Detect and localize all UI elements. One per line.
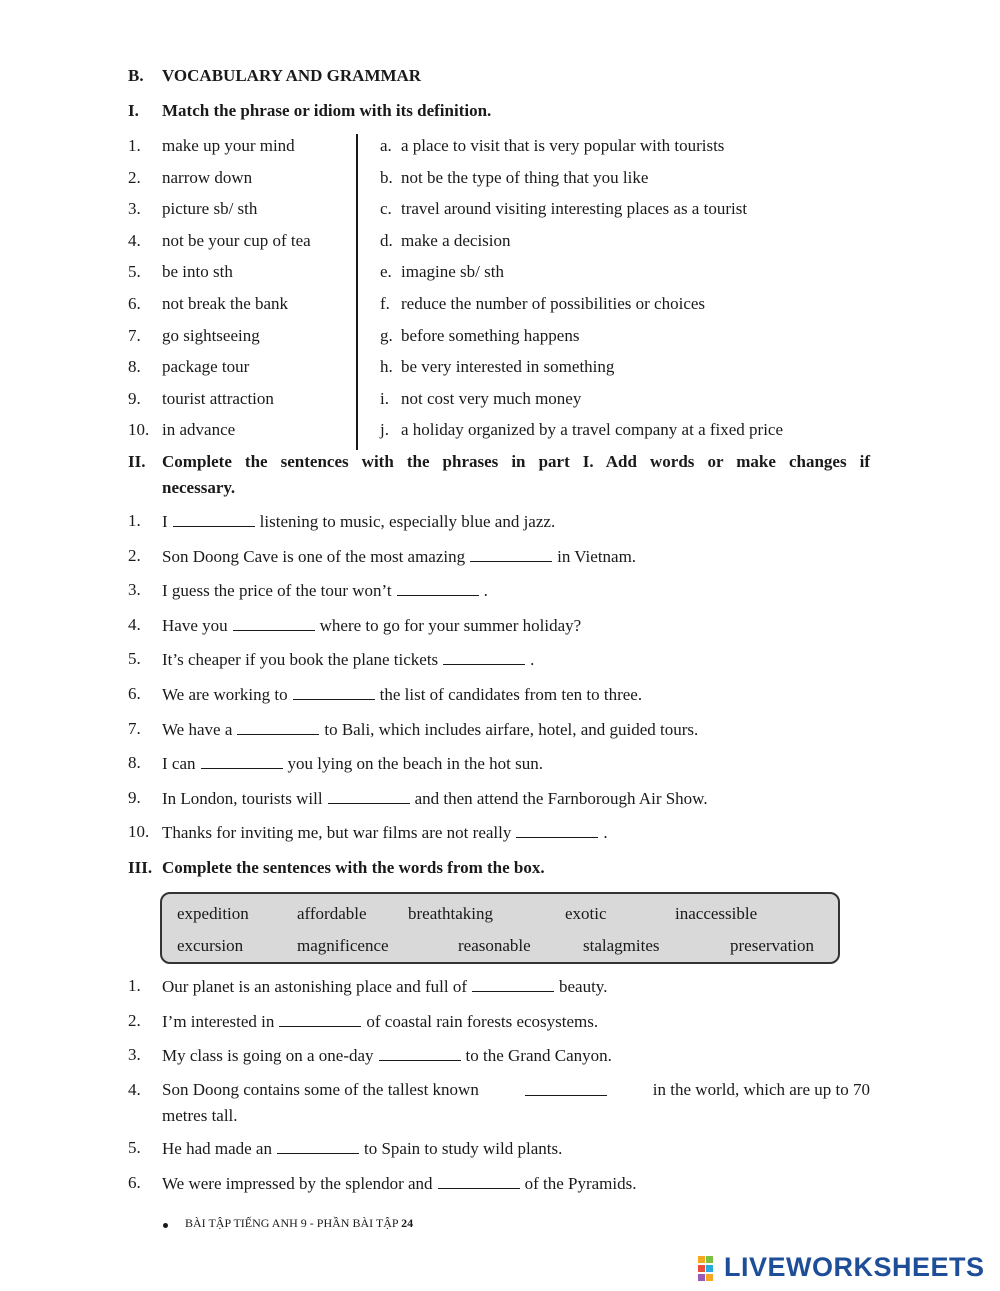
answer-blank[interactable] xyxy=(328,788,410,804)
definition-text: a place to visit that is very popular with tourists xyxy=(401,136,725,155)
sentence-text-after: to the Grand Canyon. xyxy=(465,1046,612,1066)
answer-blank[interactable] xyxy=(472,976,554,992)
sentence-number: 4. xyxy=(128,1079,141,1099)
footer-text xyxy=(185,1216,413,1231)
definition-letter: g. xyxy=(380,325,393,345)
sentence-number: 5. xyxy=(128,1138,141,1158)
liveworksheets-logo[interactable]: LIVEWORKSHEETS xyxy=(724,1252,985,1282)
word-reasonable: reasonable xyxy=(458,936,531,955)
phrase-number: 9. xyxy=(128,388,141,408)
phrase-number: 6. xyxy=(128,294,141,313)
word-inaccessible: inaccessible xyxy=(675,904,758,923)
definition-text: be very interested in something xyxy=(401,357,615,377)
section-b-title: VOCABULARY AND GRAMMAR xyxy=(162,66,422,85)
sentence-number: 1. xyxy=(128,976,141,995)
sentence-line xyxy=(162,1045,612,1066)
part2-title-line2: necessary. xyxy=(162,478,236,497)
matching-divider xyxy=(356,134,358,450)
phrase-text: be into sth xyxy=(162,262,233,282)
sentence-text-after: in Vietnam. xyxy=(557,546,637,566)
footer-bullet xyxy=(163,1223,168,1228)
definition-text: make a decision xyxy=(401,230,511,250)
definition-letter: f. xyxy=(380,294,390,313)
sentence-number: 8. xyxy=(128,753,141,773)
phrase-text: not break the bank xyxy=(162,294,289,313)
sentence-text-after: beauty. xyxy=(558,977,608,996)
phrase-number: 8. xyxy=(128,357,141,377)
answer-blank[interactable] xyxy=(438,1173,520,1189)
phrase-number: 3. xyxy=(128,199,141,219)
sentence-line xyxy=(162,546,636,567)
sentence-text-before: Son Doong Cave is one of the most amazing xyxy=(162,546,466,566)
sentence-text-before: He had made an xyxy=(162,1139,272,1159)
word-exotic: exotic xyxy=(565,904,607,923)
sentence-number: 9. xyxy=(128,787,141,807)
sentence-number: 2. xyxy=(128,1010,141,1030)
sentence-text-after: to Bali, which includes airfare, hotel, and guided tours. xyxy=(324,719,699,739)
sentence-line xyxy=(162,753,543,774)
sentence-text-after: . xyxy=(530,650,535,670)
sentence-text-after: of coastal rain forests ecosystems. xyxy=(366,1011,599,1031)
sentence-line xyxy=(162,1080,870,1100)
sentence-number: 3. xyxy=(128,1045,141,1065)
sentence-text-before: I xyxy=(162,512,168,531)
sentence-continuation: metres tall. xyxy=(162,1105,238,1125)
sentence-number: 3. xyxy=(128,580,141,600)
sentence-text-before: In London, tourists will xyxy=(162,788,323,808)
sentence-number: 2. xyxy=(128,545,141,565)
sentence-number: 5. xyxy=(128,649,141,669)
phrase-number: 10. xyxy=(128,420,150,440)
sentence-number: 1. xyxy=(128,511,141,530)
part1-label: I. xyxy=(128,101,139,120)
sentence-line xyxy=(162,822,608,843)
definition-text: not be the type of thing that you like xyxy=(401,167,649,187)
sentence-text-after: in the world, which are up to 70 xyxy=(652,1079,870,1099)
footer-prefix: BÀI TẬP TIẾNG ANH 9 - PHẦN BÀI TẬP xyxy=(185,1216,399,1230)
sentence-text-before: Have you xyxy=(162,615,228,635)
definition-letter: b. xyxy=(380,167,393,187)
sentence-text-before: Our planet is an astonishing place and full of xyxy=(162,977,467,996)
sentence-text-before: We have a xyxy=(162,719,233,739)
sentence-number: 4. xyxy=(128,614,141,634)
sentence-line xyxy=(162,719,698,740)
answer-blank[interactable] xyxy=(201,753,283,769)
definition-text: travel around visiting interesting places as a tourist xyxy=(401,199,748,219)
sentence-text-after: of the Pyramids. xyxy=(524,1174,637,1193)
answer-blank[interactable] xyxy=(173,511,255,527)
definition-letter: i. xyxy=(380,388,389,408)
sentence-text-before: It’s cheaper if you book the plane tickets xyxy=(162,650,439,670)
answer-blank[interactable] xyxy=(525,1080,607,1096)
sentence-line xyxy=(162,511,555,532)
phrase-number: 5. xyxy=(128,262,141,282)
phrase-number: 4. xyxy=(128,230,141,250)
word-preservation: preservation xyxy=(730,936,815,955)
part2-label: II. xyxy=(128,452,146,471)
definition-text: before something happens xyxy=(401,325,580,345)
sentence-text-after: the list of candidates from ten to three. xyxy=(379,685,643,704)
answer-blank[interactable] xyxy=(443,649,525,665)
word-breathtaking: breathtaking xyxy=(408,904,493,923)
sentence-text-before: My class is going on a one-day xyxy=(162,1046,374,1066)
answer-blank[interactable] xyxy=(293,684,375,700)
phrase-text: go sightseeing xyxy=(162,325,260,345)
definition-letter: j. xyxy=(380,420,389,440)
definition-text: imagine sb/ sth xyxy=(401,262,504,282)
sentence-text-after: and then attend the Farnborough Air Show. xyxy=(414,788,708,808)
definition-letter: a. xyxy=(380,136,392,155)
sentence-line xyxy=(162,649,534,670)
part2-title-line1: Complete the sentences with the phrases in part I. Add words or make changes if xyxy=(162,452,870,471)
definition-letter: c. xyxy=(380,199,392,219)
section-b-label: B. xyxy=(128,66,144,85)
phrase-text: not be your cup of tea xyxy=(162,230,311,250)
sentence-line xyxy=(162,976,607,997)
sentence-number: 10. xyxy=(128,822,150,842)
sentence-text-before: Thanks for inviting me, but war films are not really xyxy=(162,823,512,843)
sentence-line xyxy=(162,684,642,705)
definition-letter: e. xyxy=(380,262,392,282)
word-affordable: affordable xyxy=(297,904,367,923)
answer-blank[interactable] xyxy=(279,1011,361,1027)
phrase-number: 7. xyxy=(128,325,141,345)
sentence-text-before: We were impressed by the splendor and xyxy=(162,1174,433,1193)
word-magnificence: magnificence xyxy=(297,936,389,955)
answer-blank[interactable] xyxy=(277,1138,359,1154)
sentence-text-after: listening to music, especially blue and jazz. xyxy=(259,512,556,531)
sentence-number: 6. xyxy=(128,1173,141,1192)
part3-label: III. xyxy=(128,858,153,877)
definition-text: not cost very much money xyxy=(401,388,582,408)
word-expedition: expedition xyxy=(177,904,249,923)
phrase-text: in advance xyxy=(162,420,236,440)
sentence-number: 6. xyxy=(128,684,141,703)
word-stalagmites: stalagmites xyxy=(583,936,660,955)
sentence-line xyxy=(162,1011,598,1032)
footer-page: 24 xyxy=(401,1216,414,1230)
answer-blank[interactable] xyxy=(233,615,315,631)
sentence-line xyxy=(162,615,581,636)
sentence-text-before: I can xyxy=(162,754,196,774)
liveworksheets-logo-icon xyxy=(698,1256,720,1282)
sentence-text-after: . xyxy=(483,581,488,601)
sentence-text-after: you lying on the beach in the hot sun. xyxy=(287,754,543,774)
sentence-text-after: where to go for your summer holiday? xyxy=(319,615,582,635)
answer-blank[interactable] xyxy=(516,822,598,838)
sentence-number: 7. xyxy=(128,718,141,738)
sentence-text-before: Son Doong contains some of the tallest known xyxy=(162,1079,479,1099)
answer-blank[interactable] xyxy=(397,580,479,596)
phrase-number: 2. xyxy=(128,167,141,187)
sentence-text-before: I guess the price of the tour won’t xyxy=(162,581,392,601)
part1-title: Match the phrase or idiom with its definition. xyxy=(162,101,492,120)
word-excursion: excursion xyxy=(177,936,244,955)
phrase-text: narrow down xyxy=(162,167,253,187)
phrase-number: 1. xyxy=(128,136,141,155)
phrase-text: picture sb/ sth xyxy=(162,199,258,219)
sentence-text-after: to Spain to study wild plants. xyxy=(363,1139,563,1159)
sentence-text-after: . xyxy=(603,823,608,843)
sentence-line xyxy=(162,580,488,601)
definition-text: reduce the number of possibilities or choices xyxy=(401,294,706,313)
phrase-text: package tour xyxy=(162,357,250,377)
word-box xyxy=(160,892,840,964)
definition-letter: d. xyxy=(380,230,393,250)
definition-text: a holiday organized by a travel company at a fixed price xyxy=(401,420,784,440)
part3-title: Complete the sentences with the words from the box. xyxy=(162,858,545,877)
answer-blank[interactable] xyxy=(237,719,319,735)
sentence-text-before: I’m interested in xyxy=(162,1011,275,1031)
sentence-line xyxy=(162,788,708,809)
sentence-line xyxy=(162,1138,562,1159)
sentence-line xyxy=(162,1173,636,1194)
answer-blank[interactable] xyxy=(379,1045,461,1061)
phrase-text: tourist attraction xyxy=(162,388,274,408)
definition-letter: h. xyxy=(380,357,393,377)
answer-blank[interactable] xyxy=(470,546,552,562)
sentence-text-before: We are working to xyxy=(162,685,288,704)
phrase-text: make up your mind xyxy=(162,136,295,155)
